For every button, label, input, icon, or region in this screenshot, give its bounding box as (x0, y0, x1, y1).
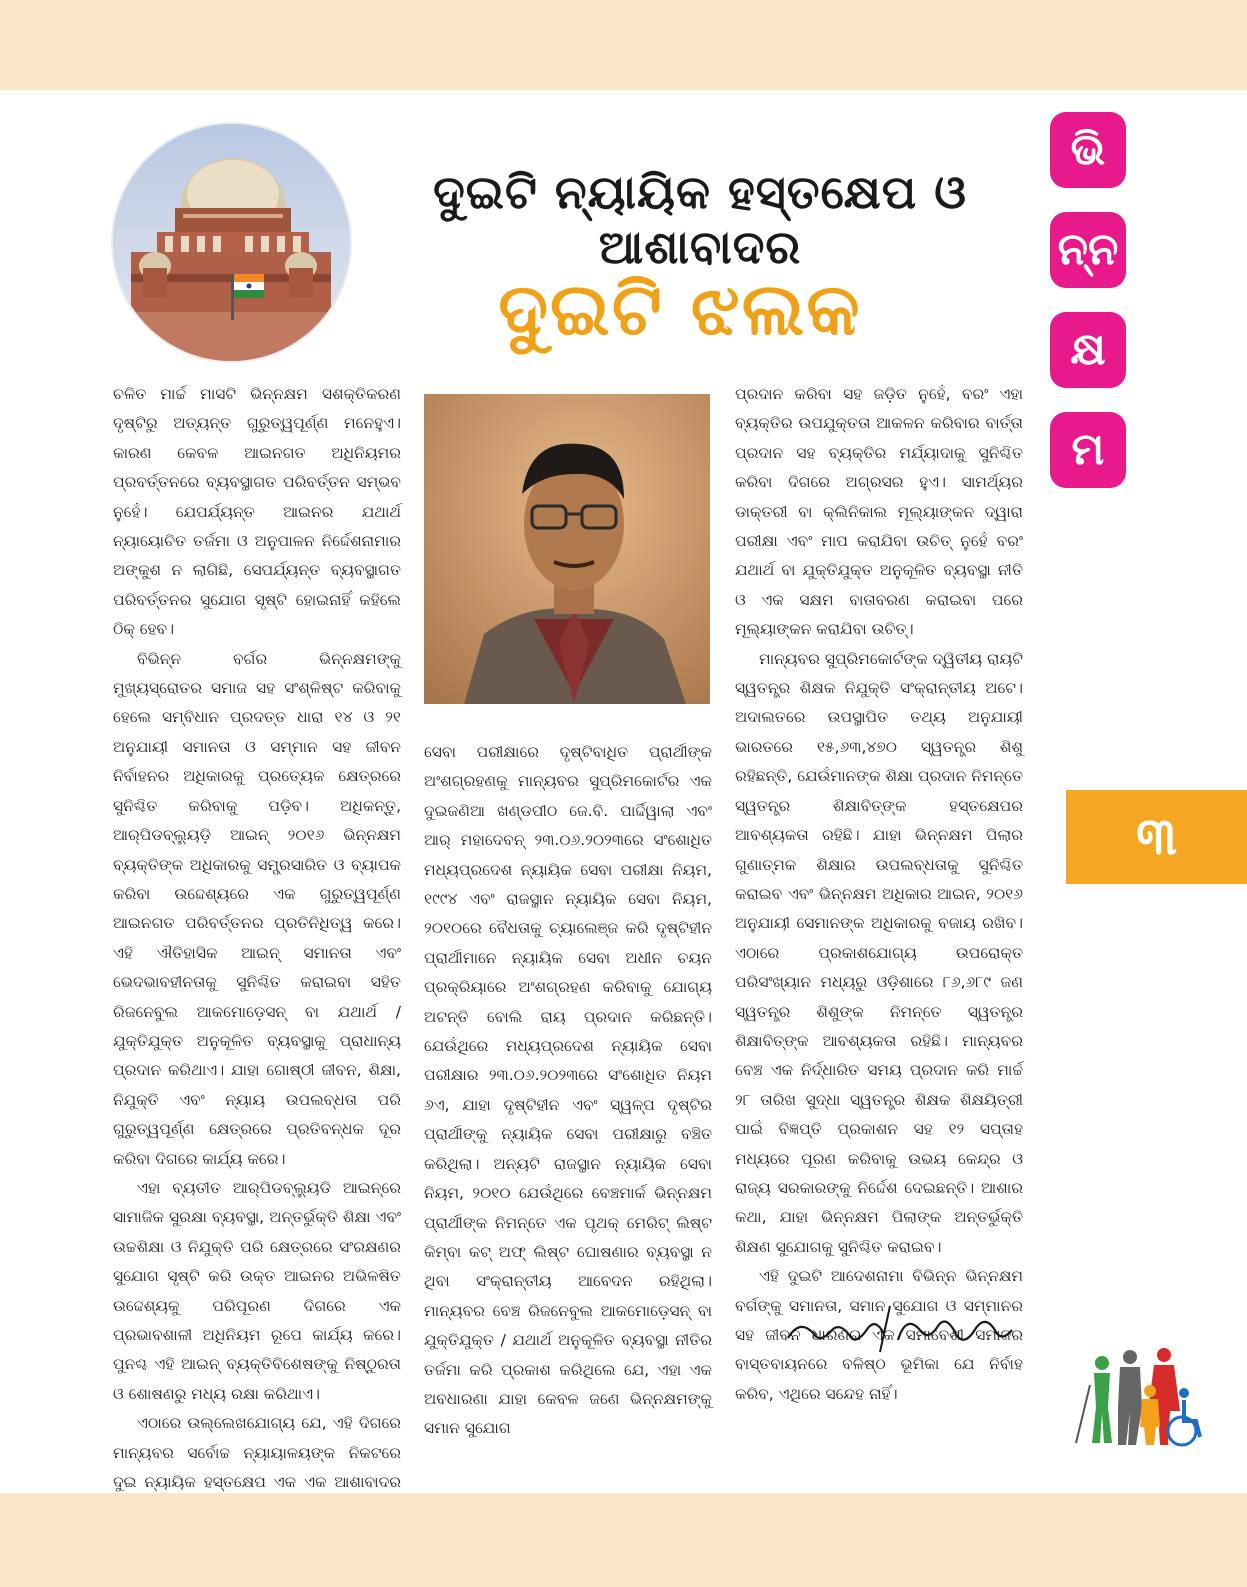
paragraph: ମାନ୍ୟବର ସୁପ୍ରିମକୋର୍ଟଙ୍କ ଦ୍ୱିତୀୟ ରାୟଟି ସ୍ୱତନ୍ତ୍ର ଶିକ୍ଷକ ନିଯୁକ୍ତି ସଂକ୍ରାନ୍ତୀୟ ଅଟେ। ଅଦାଲତରେ ଉପସ୍ଥାପିତ ତଥ୍ୟ ଅନୁଯାୟୀ ଭାରତରେ ୧୫,୬୩,୪୭୦ ସ୍ୱତନ୍ତ୍ର ଶିଶୁ ରହିଛନ୍ତି, ଯେଉଁମାନଙ୍କ ଶିକ୍ଷା ପ୍ରଦାନ ନିମନ୍ତେ ସ୍ୱତନ୍ତ୍ର ଶିକ୍ଷାବିତ୍‌ଙ୍କ ହସ୍ତକ୍ଷେପର ଆବଶ୍ୟକତା ରହିଛି। ଯାହା ଭିନ୍ନକ୍ଷମ ପିଲାର ଗୁଣାତ୍ମକ ଶିକ୍ଷାର ଉପଲବ୍ଧତାକୁ ସୁନିଶ୍ଚିତ କରାଇବ ଏବଂ ଭିନ୍ନକ୍ଷମ ଅଧିକାର ଆଇନ, ୨୦୧୬ ଅନୁଯାୟୀ ସେମାନଙ୍କ ଅଧିକାରକୁ ବଜାୟ ରଖିବ। ଏଠାରେ ପ୍ରକାଶଯୋଗ୍ୟ ଉପରୋକ୍ତ ପରିସଂଖ୍ୟାନ ମଧ୍ୟରୁ ଓଡ଼ିଶାରେ ୮୬,୬୮୯ ଜଣ ସ୍ୱତନ୍ତ୍ର ଶିଶୁଙ୍କ ନିମନ୍ତେ ସ୍ୱତନ୍ତ୍ର ଶିକ୍ଷାବିତ୍‌ଙ୍କ ଆବଶ୍ୟକତା ରହିଛି। ମାନ୍ୟବର ବେଞ୍ଚ ଏକ ନିର୍ଦ୍ଧାରିତ ସମୟ ପ୍ରଦାନ କରି ମାର୍ଚ୍ଚ ୨୮ ତାରିଖ ସୁଦ୍ଧା ସ୍ୱତନ୍ତ୍ର ଶିକ୍ଷକ ଶିକ୍ଷୟିତ୍ରୀ ପାଇଁ ବିଜ୍ଞପ୍ତି ପ୍ରକାଶନ ସହ ୧୨ ସପ୍ତାହ ମଧ୍ୟରେ ପୂରଣ କରିବାକୁ ଉଭୟ କେନ୍ଦ୍ର ଓ ରାଜ୍ୟ ସରକାରଙ୍କୁ ନିର୍ଦ୍ଦେଶ ଦେଇଛନ୍ତି। ଆଶାର କଥା, ଯାହା ଭିନ୍ନକ୍ଷମ ପିଲାଙ୍କ ଅନ୍ତର୍ଭୁକ୍ତି ଶିକ୍ଷଣ ସୁଯୋଗକୁ ସୁନିଶ୍ଚିତ କରାଇବ। (735, 649, 1023, 1256)
signature-icon (780, 1300, 1020, 1370)
subheadline: ଦୁଇଟି ଝଲକ (498, 267, 862, 351)
article-column-1 (113, 380, 401, 1556)
author-portrait-icon (424, 394, 710, 704)
paragraph: ସେବା ପରୀକ୍ଷାରେ ଦୃଷ୍ଟିବାଧିତ ପ୍ରାର୍ଥୀଙ୍କ ଅଂଶଗ୍ରହଣକୁ ମାନ୍ୟବର ସୁପ୍ରିମକୋର୍ଟର ଏକ ଦୁଇଜଣିଆ ଖଣ୍ଡପୀଠ ଜେ.ବି. ପାର୍ଦ୍ଦିୱାଲା ଏବଂ ଆର୍ ମହାଦେବନ୍ ୨୩.୦୬.୨୦୨୩ରେ ସଂଶୋଧିତ ମଧ୍ୟପ୍ରଦେଶ ନ୍ୟାୟିକ ସେବା ପରୀକ୍ଷା ନିୟମ, ୧୯୯୪ ଏବଂ ରାଜସ୍ଥାନ ନ୍ୟାୟିକ ସେବା ନିୟମ, ୨୦୧୦ରେ ବୈଧତାକୁ ଚ୍ୟାଲେଞ୍ଜ କରି ଦୃଷ୍ଟିହୀନ ପ୍ରାର୍ଥୀମାନେ ନ୍ୟାୟିକ ସେବା ଅଧୀନ ଚୟନ ପ୍ରକ୍ରିୟାରେ ଅଂଶଗ୍ରହଣ କରିବାକୁ ଯୋଗ୍ୟ ଅଟନ୍ତି ବୋଲି ରାୟ ପ୍ରଦାନ କରିଛନ୍ତି। ଯେଉଁଥିରେ ମଧ୍ୟପ୍ରଦେଶ ନ୍ୟାୟିକ ସେବା ପରୀକ୍ଷାର ୨୩.୦୬.୨୦୨୩ରେ ସଂଶୋଧିତ ନିୟମ ୬ଏ, ଯାହା ଦୃଷ୍ଟିହୀନ ଏବଂ ସ୍ୱଳ୍ପ ଦୃଷ୍ଟିର ପ୍ରାର୍ଥୀଙ୍କୁ ନ୍ୟାୟିକ ସେବା ପରୀକ୍ଷାରୁ ବଞ୍ଚିତ କରିଥିଲା। ଅନ୍ୟଟି ରାଜସ୍ଥାନ ନ୍ୟାୟିକ ସେବା ନିୟମ, ୨୦୧୦ ଯେଉଁଥିରେ ବେଞ୍ଚମାର୍କ ଭିନ୍ନକ୍ଷମ ପ୍ରାର୍ଥୀଙ୍କ ନିମନ୍ତେ ଏକ ପୃଥକ୍ ମେରିଟ୍ ଲିଷ୍ଟ କିମ୍ବା କଟ୍ ଅଫ୍ ଲିଷ୍ଟ ଘୋଷଣାର ବ୍ୟବସ୍ଥା ନ ଥିବା ସଂକ୍ରାନ୍ତୀୟ ଆବେଦନ ରହିଥିଲା। ମାନ୍ୟବର ବେଞ୍ଚ ରିଜନେବୁଲ ଆକମୋଡ଼େସନ୍ ବା ଯୁକ୍ତିଯୁକ୍ତ / ଯଥାର୍ଥ ଅନୁକୂଳିତ ବ୍ୟବସ୍ଥା ନୀତିର ତର୍ଜମା କରି ପ୍ରକାଶ କରିଥିଲେ ଯେ, ଏହା ଏକ ଅବଧାରଣା ଯାହା କେବଳ ଜଣେ ଭିନ୍ନକ୍ଷମଙ୍କୁ ସମାନ ସୁଯୋଗ (424, 743, 712, 1438)
section-tiles (1050, 112, 1128, 512)
inclusion-logo (1072, 1345, 1202, 1455)
article-column-3 (735, 380, 1023, 1409)
section-tile: ମ (1050, 412, 1126, 488)
supreme-court-image (113, 124, 350, 361)
paragraph: ଏଠାରେ ଉଲ୍ଲେଖଯୋଗ୍ୟ ଯେ, ଏହି ଦିଗରେ ମାନ୍ୟବର ସର୍ବୋଚ୍ଚ ନ୍ୟାୟାଳୟଙ୍କ ନିକଟରେ ଦୁଇ ନ୍ୟାୟିକ ହସ୍ତକ୍ଷେପ ଏକ ଏକ ଆଶାବାଦର (113, 1414, 401, 1492)
article-column-2 (424, 738, 712, 1444)
people-group-icon (1072, 1345, 1202, 1455)
top-band (0, 0, 1247, 90)
author-photo (424, 394, 710, 704)
paragraph: ପ୍ରଦାନ କରିବା ସହ ଜଡ଼ିତ ନୁହେଁ, ବରଂ ଏହା ବ୍ୟକ୍ତିର ଉପଯୁକ୍ତତା ଆକଳନ କରିବାର ବାର୍ତ୍ତା ପ୍ରଦାନ ସହ ବ୍ୟକ୍ତିର ମର୍ଯ୍ୟାଦାକୁ ସୁନିଶ୍ଚିତ କରିବା ଦିଗରେ ଅଗ୍ରସର ହୁଏ। ସାମର୍ଥ୍ୟର ଡାକ୍ତରୀ ବା କ୍ଲିନିକାଲ ମୂଲ୍ୟାଙ୍କନ ଦ୍ୱାରା ପରୀକ୍ଷା ଏବଂ ମାପ କରାଯିବା ଉଚିତ୍ ନୁହେଁ ବରଂ ଯଥାର୍ଥ ବା ଯୁକ୍ତିଯୁକ୍ତ ଅନୁକୂଳିତ ବ୍ୟବସ୍ଥା ନୀତି ଓ ଏକ ସକ୍ଷମ ବାତାବରଣ କରାଇବା ପରେ ମୂଲ୍ୟାଙ୍କନ କରାଯିବା ଉଚିତ୍। (735, 385, 1023, 639)
author-signature (780, 1300, 1020, 1370)
section-tile: ନ୍ନ (1050, 212, 1126, 288)
bottom-band (0, 1493, 1247, 1587)
supreme-court-icon (113, 124, 350, 361)
headline: ଦୁଇଟି ନ୍ୟାୟିକ ହସ୍ତକ୍ଷେପ ଓ ଆଶାବାଦର (433, 165, 967, 275)
paragraph: ଏହା ବ୍ୟତୀତ ଆର୍‌ପିଡବ୍ଲ୍ୟୁଡି ଆଇନ୍‌ରେ ସାମାଜିକ ସୁରକ୍ଷା ବ୍ୟବସ୍ଥା, ଅନ୍ତର୍ଭୁକ୍ତି ଶିକ୍ଷା ଏବଂ ଉଚ୍ଚଶିକ୍ଷା ଓ ନିଯୁକ୍ତି ପରି କ୍ଷେତ୍ରରେ ସଂରକ୍ଷଣର ସୁଯୋଗ ସୃଷ୍ଟି କରି ଉକ୍ତ ଆଇନର ଅଭିଳଷିତ ଉଦ୍ଦେଶ୍ୟକୁ ପରିପୂରଣ ଦିଗରେ ଏକ ପ୍ରଭାବଶାଳୀ ଅଧିନିୟମ ରୂପେ କାର୍ଯ୍ୟ କରେ। ପୁନଶ୍ଚ ଏହି ଆଇନ୍ ବ୍ୟକ୍ତିବିଶେଷଙ୍କୁ ନିଷ୍ଠୁରତା ଓ ଶୋଷଣରୁ ମଧ୍ୟ ରକ୍ଷା କରିଥାଏ। (113, 1178, 401, 1403)
page-number: ୩ (1066, 790, 1247, 884)
section-tile: ଭି (1050, 112, 1126, 188)
paragraph: ଏହି ଦୁଇଟି ଆଦେଶନାମା ବିଭିନ୍ନ ଭିନ୍ନକ୍ଷମ ବର୍ଗଙ୍କୁ ସମାନତା, ସମାନ ସୁଯୋଗ ଓ ସମ୍ମାନର ସହ ଜୀବନ ଧାରଣର ଏକ ସମାବେଶୀ ସମାଜର ବାସ୍ତବାୟନରେ ବଳିଷ୍ଠ ଭୂମିକା ଯେ ନିର୍ବାହ କରିବ, ଏଥିରେ ସନ୍ଦେହ ନାହିଁ। (735, 1267, 1023, 1403)
paragraph: ଚଳିତ ମାର୍ଚ୍ଚ ମାସଟି ଭିନ୍ନକ୍ଷମ ସଶକ୍ତିକରଣ ଦୃଷ୍ଟିରୁ ଅତ୍ୟନ୍ତ ଗୁରୁତ୍ୱପୂର୍ଣ୍ଣ ମନେହୁଏ। କାରଣ କେବଳ ଆଇନଗତ ଅଧିନିୟମର ପ୍ରବର୍ତ୍ତନରେ ବ୍ୟବସ୍ଥାଗତ ପରିବର୍ତ୍ତନ ସମ୍ଭବ ନୁହେଁ। ଯେପର୍ଯ୍ୟନ୍ତ ଆଇନର ଯଥାର୍ଥ ନ୍ୟାୟୋଚିତ ତର୍ଜମା ଓ ଅନୁପାଳନ ନିର୍ଦ୍ଦେଶନାମାର ଅଙ୍କୁଶ ନ ଲାଗିଛି, ସେପର୍ଯ୍ୟନ୍ତ ବ୍ୟବସ୍ଥାଗତ ପରିବର୍ତ୍ତନର ସୁଯୋଗ ସୃଷ୍ଟି ହୋଇନାହିଁ କହିଲେ ଠିକ୍ ହେବ। (113, 385, 401, 639)
paragraph: ବିଭିନ୍ନ ବର୍ଗର ଭିନ୍ନକ୍ଷମଙ୍କୁ ମୁଖ୍ୟସ୍ରୋତର ସମାଜ ସହ ସଂଶ୍ଳିଷ୍ଟ କରିବାକୁ ହେଲେ ସମ୍ବିଧାନ ପ୍ରଦତ୍ତ ଧାରା ୧୪ ଓ ୨୧ ଅନୁଯାୟୀ ସମାନତା ଓ ସମ୍ମାନ ସହ ଜୀବନ ନିର୍ବାହନର ଅଧିକାରକୁ ପ୍ରତ୍ୟେକ କ୍ଷେତ୍ରରେ ସୁନିଶ୍ଚିତ କରିବାକୁ ପଡ଼ିବ। ଅଧିକନ୍ତୁ, ଆର୍‌ପିଡବ୍ଲ୍ୟୁଡ଼ି ଆଇନ୍ ୨୦୧୬ ଭିନ୍ନକ୍ଷମ ବ୍ୟକ୍ତିଙ୍କ ଅଧିକାରକୁ ସମ୍ପ୍ରସାରିତ ଓ ବ୍ୟାପକ କରିବା ଉଦ୍ଦେଶ୍ୟରେ ଏକ ଗୁରୁତ୍ୱପୂର୍ଣ୍ଣ ଆଇନଗତ ପରିବର୍ତ୍ତନର ପ୍ରତିନିଧିତ୍ୱ କରେ। ଏହି ଐତିହାସିକ ଆଇନ୍ ସମାନତା ଏବଂ ଭେଦଭାବହୀନତାକୁ ସୁନିଶ୍ଚିତ କରାଇବା ସହିତ ରିଜନେବୁଲ ଆକମୋଡ଼େସନ୍ ବା ଯଥାର୍ଥ / ଯୁକ୍ତିଯୁକ୍ତ ଅନୁକୂଳିତ ବ୍ୟବସ୍ଥାକୁ ପ୍ରାଧାନ୍ୟ ପ୍ରଦାନ କରିଥାଏ। ଯାହା ଗୋଷ୍ଠୀ ଜୀବନ, ଶିକ୍ଷା, ନିଯୁକ୍ତି ଏବଂ ନ୍ୟାୟ ଉପଲବ୍ଧତା ପରି ଗୁରୁତ୍ୱପୂର୍ଣ୍ଣ କ୍ଷେତ୍ରରେ ପ୍ରତିବନ୍ଧକ ଦୂର କରିବା ଦିଗରେ କାର୍ଯ୍ୟ କରେ। (113, 649, 401, 1168)
section-tile: କ୍ଷ (1050, 312, 1126, 388)
